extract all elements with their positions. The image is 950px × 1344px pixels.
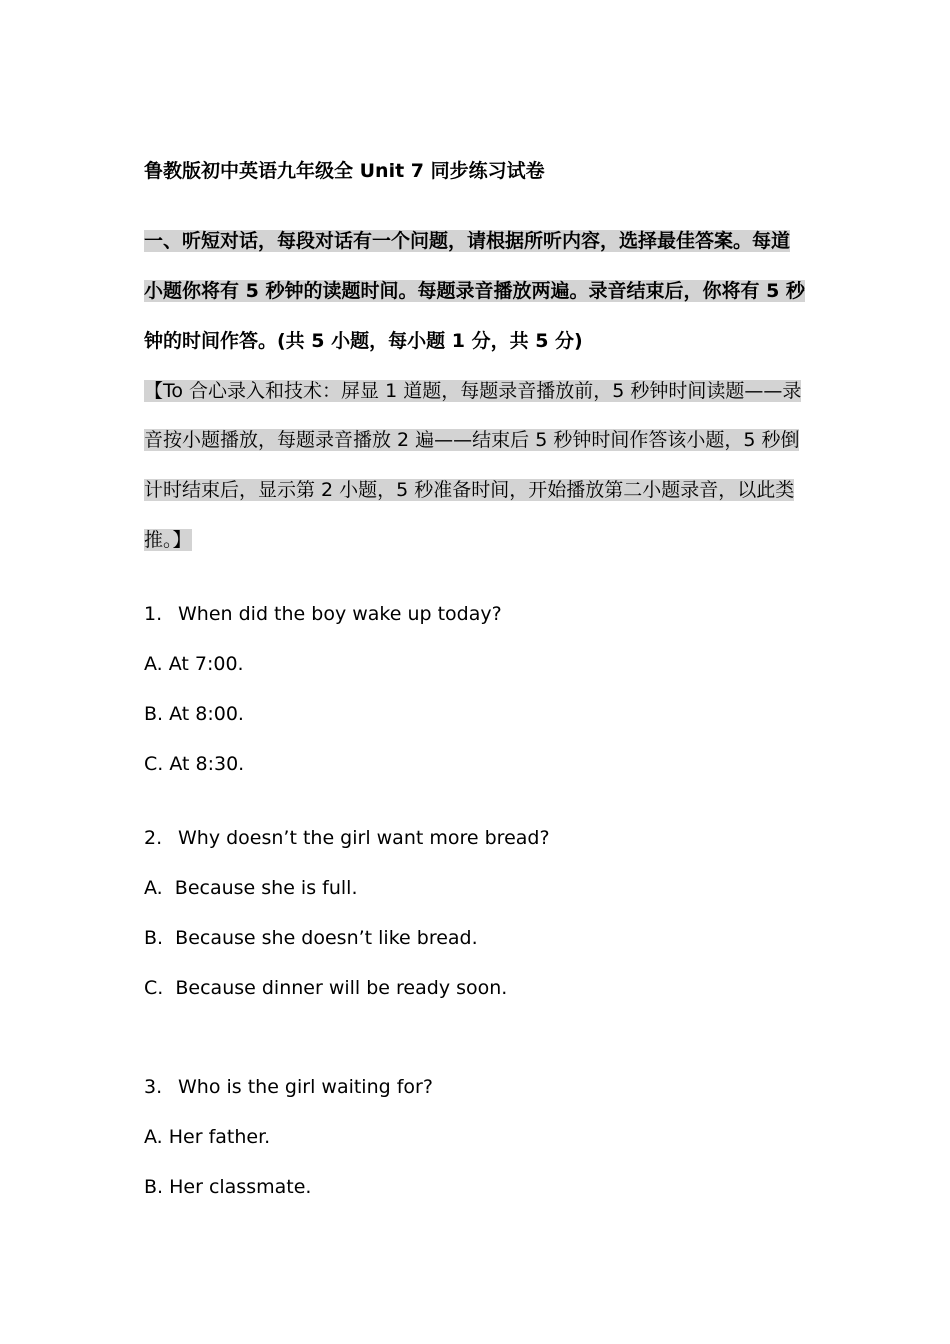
section1-instruction-line-1 — [144, 228, 790, 254]
question-number: 3. — [144, 1076, 163, 1098]
option-text: B. Her classmate. — [144, 1176, 312, 1198]
section1-instruction-line-3 — [144, 328, 583, 354]
question-text: Why doesn’t the girl want more bread? — [178, 827, 550, 849]
section1-instruction-text: 小题你将有 5 秒钟的读题时间。每题录音播放两遍。录音结束后，你将有 5 秒 — [144, 280, 805, 302]
section1-instruction-text: 一、听短对话，每段对话有一个问题，请根据所听内容，选择最佳答案。每道 — [144, 230, 791, 252]
option-text: B. At 8:00. — [144, 703, 244, 725]
section1-note-line-2 — [144, 427, 799, 453]
question-1-option-b — [144, 701, 244, 727]
option-text: C. At 8:30. — [144, 753, 245, 775]
question-text: When did the boy wake up today? — [178, 603, 502, 625]
section1-note-text: 推。】 — [144, 529, 192, 551]
question-2-option-b — [144, 925, 478, 951]
section1-note-line-4 — [144, 527, 192, 553]
question-1-option-c — [144, 751, 244, 777]
question-3-option-a — [144, 1124, 270, 1150]
question-2-option-c — [144, 975, 507, 1001]
section1-instruction-line-2 — [144, 278, 805, 304]
question-2-option-a — [144, 875, 357, 901]
question-1 — [144, 601, 502, 627]
section1-note-text: 【To 合心录入和技术：屏显 1 道题，每题录音播放前，5 秒钟时间读题——录 — [144, 380, 802, 402]
section1-instruction-text: 钟的时间作答。(共 5 小题，每小题 1 分，共 5 分) — [144, 330, 583, 352]
option-text: A. Because she is full. — [144, 877, 358, 899]
option-text: C. Because dinner will be ready soon. — [144, 977, 508, 999]
option-text: A. Her father. — [144, 1126, 271, 1148]
question-2 — [144, 825, 550, 851]
option-text: A. At 7:00. — [144, 653, 244, 675]
section1-note-line-1 — [144, 378, 801, 404]
question-3 — [144, 1074, 433, 1100]
section1-note-line-3 — [144, 477, 794, 503]
question-text: Who is the girl waiting for? — [178, 1076, 433, 1098]
section1-note-text: 音按小题播放，每题录音播放 2 遍——结束后 5 秒钟时间作答该小题，5 秒倒 — [144, 429, 800, 451]
document-title — [144, 158, 545, 184]
option-text: B. Because she doesn’t like bread. — [144, 927, 478, 949]
question-1-option-a — [144, 651, 244, 677]
question-number: 1. — [144, 603, 163, 625]
document-title-text: 鲁教版初中英语九年级全 Unit 7 同步练习试卷 — [144, 160, 545, 182]
question-number: 2. — [144, 827, 163, 849]
question-3-option-b — [144, 1174, 311, 1200]
section1-note-text: 计时结束后，显示第 2 小题，5 秒准备时间，开始播放第二小题录音，以此类 — [144, 479, 795, 501]
